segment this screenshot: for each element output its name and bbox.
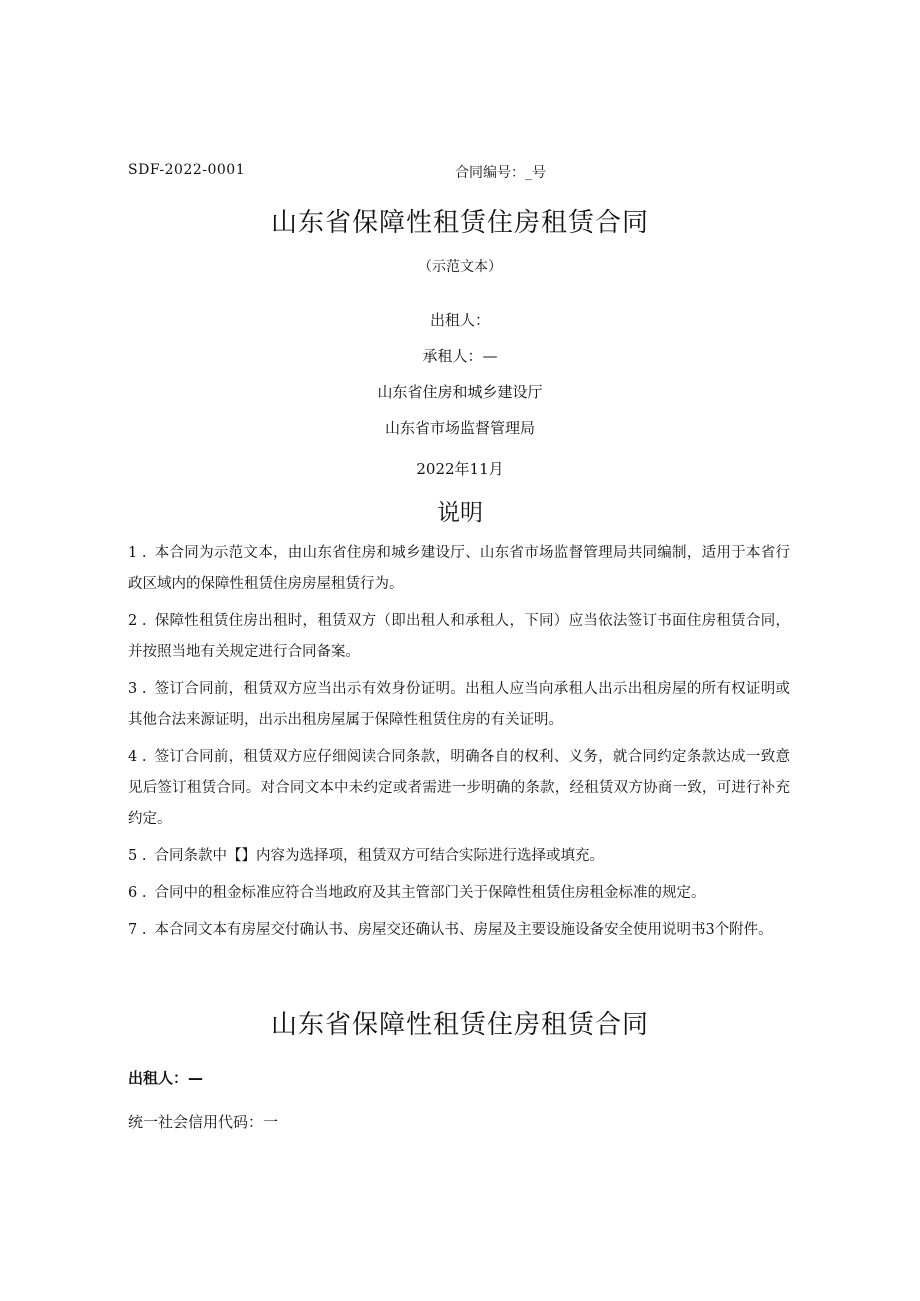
explanation-item-text: 本合同文本有房屋交付确认书、房屋交还确认书、房屋及主要设施设备安全使用说明书3个附件。 [154, 922, 773, 938]
explanation-item-text: 本合同为示范文本，由山东省住房和城乡建设厅、山东省市场监督管理局共同编制，适用于本省行政区域内的保障性租赁住房房屋租赁行为。 [128, 545, 790, 592]
contract-title: 山东省保障性租赁住房租赁合同 [270, 1010, 649, 1040]
cover-lessee-line: 承租人：— [422, 347, 498, 365]
explanation-list [128, 538, 790, 952]
explanation-item-number: 7 . [128, 922, 147, 938]
explanation-item-number: 5 . [128, 848, 147, 864]
explanation-item-1 [128, 538, 790, 600]
explanation-item-6 [128, 878, 790, 909]
explanation-item-4 [128, 742, 790, 835]
explanation-item-number: 3 . [128, 681, 147, 697]
explanation-heading: 说明 [437, 500, 483, 526]
explanation-item-text: 合同条款中【】内容为选择项，租赁双方可结合实际进行选择或填充。 [154, 848, 604, 864]
issuing-department-housing: 山东省住房和城乡建设厅 [377, 383, 543, 401]
contract-number: 合同编号：_号 [455, 165, 546, 181]
explanation-item-text: 签订合同前，租赁双方应仔细阅读合同条款，明确各自的权利、义务，就合同约定条款达成一致意见后签订租赁合同。对合同文本中未约定或者需进一步明确的条款，经租赁双方协商一致，可进行补充约定。 [128, 749, 790, 827]
sample-text-subtitle: （示范文本） [418, 259, 502, 275]
explanation-item-number: 2 . [128, 613, 147, 629]
explanation-item-text: 保障性租赁住房出租时，租赁双方（即出租人和承租人，下同）应当依法签订书面住房租赁合同，并按照当地有关规定进行合同备案。 [128, 613, 790, 660]
issue-date: 2022年11月 [416, 460, 504, 478]
explanation-item-number: 6 . [128, 885, 147, 901]
contract-lessor-line: 出租人：— [128, 1069, 204, 1087]
document-code: SDF-2022-0001 [128, 162, 246, 178]
explanation-item-number: 1 . [128, 545, 147, 561]
explanation-item-number: 4 . [128, 749, 147, 765]
cover-title: 山东省保障性租赁住房租赁合同 [270, 208, 649, 238]
explanation-item-text: 合同中的租金标准应符合当地政府及其主管部门关于保障性租赁住房租金标准的规定。 [154, 885, 706, 901]
explanation-item-text: 签订合同前，租赁双方应当出示有效身份证明。出租人应当向承租人出示出租房屋的所有权证明或其他合法来源证明，出示出租房屋属于保障性租赁住房的有关证明。 [128, 681, 790, 728]
credit-code-line: 统一社会信用代码：一 [128, 1113, 279, 1131]
explanation-item-3 [128, 674, 790, 736]
explanation-item-7 [128, 915, 790, 946]
issuing-department-market: 山东省市场监督管理局 [384, 419, 535, 437]
explanation-item-2 [128, 606, 790, 668]
explanation-item-5 [128, 841, 790, 872]
cover-lessor-line: 出租人： [429, 311, 490, 329]
